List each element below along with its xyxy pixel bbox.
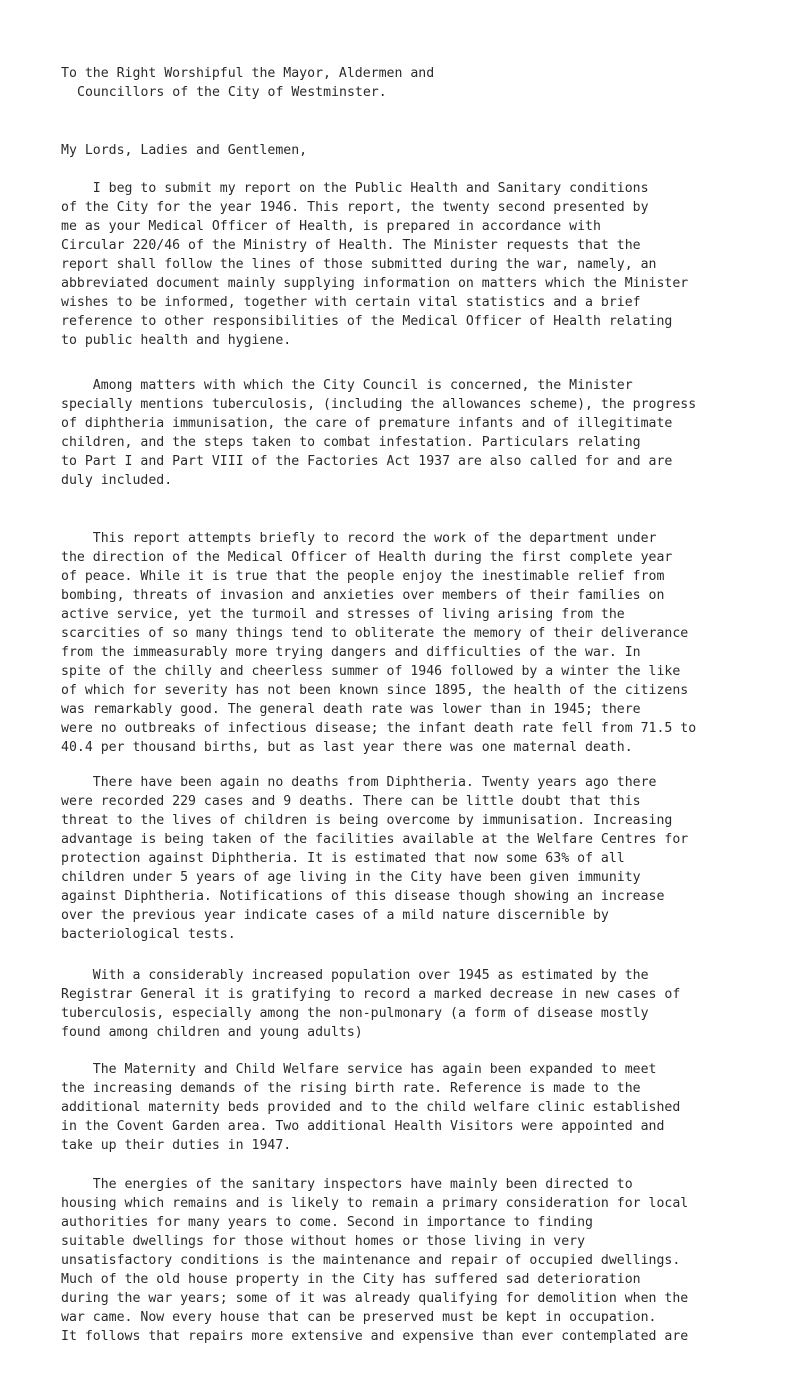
paragraph-line: suitable dwellings for those without homes or those living in very (61, 1234, 586, 1249)
paragraph-line: of peace. While it is true that the people enjoy the inestimable relief from (61, 569, 665, 584)
paragraph-diphtheria (61, 773, 741, 944)
paragraph-sanitary-inspectors (61, 1175, 741, 1346)
paragraph-intro (61, 179, 741, 350)
paragraph-line: It follows that repairs more extensive and expensive than ever contemplated are (61, 1329, 689, 1344)
salutation: My Lords, Ladies and Gentlemen, (61, 143, 308, 158)
paragraph-line: over the previous year indicate cases of a mild nature discernible by (61, 908, 609, 923)
address-line: Councillors of the City of Westminster. (77, 85, 387, 100)
paragraph-line: With a considerably increased population over 1945 as estimated by the (61, 968, 649, 983)
paragraph-line: the direction of the Medical Officer of Health during the first complete year (61, 550, 673, 565)
paragraph-line: Circular 220/46 of the Ministry of Health. The Minister requests that the (61, 238, 641, 253)
paragraph-minister-matters (61, 376, 741, 490)
paragraph-line: the increasing demands of the rising birth rate. Reference is made to the (61, 1081, 641, 1096)
paragraph-line: Much of the old house property in the City has suffered sad deterioration (61, 1272, 641, 1287)
paragraph-line: from the immeasurably more trying dangers and difficulties of the war. In (61, 645, 641, 660)
paragraph-line: unsatisfactory conditions is the maintenance and repair of occupied dwellings. (61, 1253, 681, 1268)
paragraph-line: reference to other responsibilities of the Medical Officer of Health relating (61, 314, 673, 329)
paragraph-line: protection against Diphtheria. It is estimated that now some 63% of all (61, 851, 625, 866)
paragraph-line: abbreviated document mainly supplying information on matters which the Minister (61, 276, 689, 291)
paragraph-line: This report attempts briefly to record the work of the department under (61, 531, 657, 546)
paragraph-line: was remarkably good. The general death rate was lower than in 1945; there (61, 702, 641, 717)
paragraph-line: to public health and hygiene. (61, 333, 292, 348)
paragraph-line: specially mentions tuberculosis, (including the allowances scheme), the progress (61, 397, 697, 412)
paragraph-line: I beg to submit my report on the Public Health and Sanitary conditions (61, 181, 649, 196)
paragraph-line: additional maternity beds provided and to the child welfare clinic established (61, 1100, 681, 1115)
paragraph-line: The energies of the sanitary inspectors have mainly been directed to (61, 1177, 633, 1192)
paragraph-line: scarcities of so many things tend to obliterate the memory of their deliverance (61, 626, 689, 641)
paragraph-line: of the City for the year 1946. This report, the twenty second presented by (61, 200, 649, 215)
paragraph-maternity (61, 1060, 741, 1155)
paragraph-line: take up their duties in 1947. (61, 1138, 292, 1153)
paragraph-line: duly included. (61, 473, 173, 488)
paragraph-tuberculosis (61, 966, 741, 1042)
address-line: To the Right Worshipful the Mayor, Aldermen and (61, 66, 435, 81)
paragraph-line: housing which remains and is likely to remain a primary consideration for local (61, 1196, 689, 1211)
paragraph-line: of diphtheria immunisation, the care of premature infants and of illegitimate (61, 416, 673, 431)
paragraph-line: report shall follow the lines of those submitted during the war, namely, an (61, 257, 657, 272)
paragraph-line: bacteriological tests. (61, 927, 236, 942)
paragraph-line: threat to the lives of children is being overcome by immunisation. Increasing (61, 813, 673, 828)
paragraph-line: Registrar General it is gratifying to record a marked decrease in new cases of (61, 987, 681, 1002)
paragraph-line: war came. Now every house that can be preserved must be kept in occupation. (61, 1310, 657, 1325)
paragraph-year-of-peace (61, 529, 741, 757)
paragraph-line: authorities for many years to come. Second in importance to finding (61, 1215, 593, 1230)
paragraph-line: Among matters with which the City Council is concerned, the Minister (61, 378, 633, 393)
paragraph-line: bombing, threats of invasion and anxieties over members of their families on (61, 588, 665, 603)
paragraph-line: 40.4 per thousand births, but as last year there was one maternal death. (61, 740, 633, 755)
paragraph-line: were no outbreaks of infectious disease; the infant death rate fell from 71.5 to (61, 721, 697, 736)
paragraph-line: in the Covent Garden area. Two additional Health Visitors were appointed and (61, 1119, 665, 1134)
paragraph-line: found among children and young adults) (61, 1025, 363, 1040)
paragraph-line: during the war years; some of it was already qualifying for demolition when the (61, 1291, 689, 1306)
paragraph-line: The Maternity and Child Welfare service has again been expanded to meet (61, 1062, 657, 1077)
paragraph-line: wishes to be informed, together with certain vital statistics and a brief (61, 295, 641, 310)
paragraph-line: me as your Medical Officer of Health, is prepared in accordance with (61, 219, 601, 234)
paragraph-line: were recorded 229 cases and 9 deaths. There can be little doubt that this (61, 794, 641, 809)
paragraph-line: against Diphtheria. Notifications of this disease though showing an increase (61, 889, 665, 904)
paragraph-line: active service, yet the turmoil and stresses of living arising from the (61, 607, 625, 622)
paragraph-line: There have been again no deaths from Diphtheria. Twenty years ago there (61, 775, 657, 790)
paragraph-line: advantage is being taken of the facilities available at the Welfare Centres for (61, 832, 689, 847)
paragraph-line: to Part I and Part VIII of the Factories Act 1937 are also called for and are (61, 454, 673, 469)
address-block (61, 64, 741, 102)
paragraph-line: of which for severity has not been known since 1895, the health of the citizens (61, 683, 689, 698)
paragraph-line: children under 5 years of age living in the City have been given immunity (61, 870, 641, 885)
paragraph-line: tuberculosis, especially among the non-pulmonary (a form of disease mostly (61, 1006, 649, 1021)
paragraph-line: spite of the chilly and cheerless summer of 1946 followed by a winter the like (61, 664, 681, 679)
paragraph-line: children, and the steps taken to combat infestation. Particulars relating (61, 435, 641, 450)
